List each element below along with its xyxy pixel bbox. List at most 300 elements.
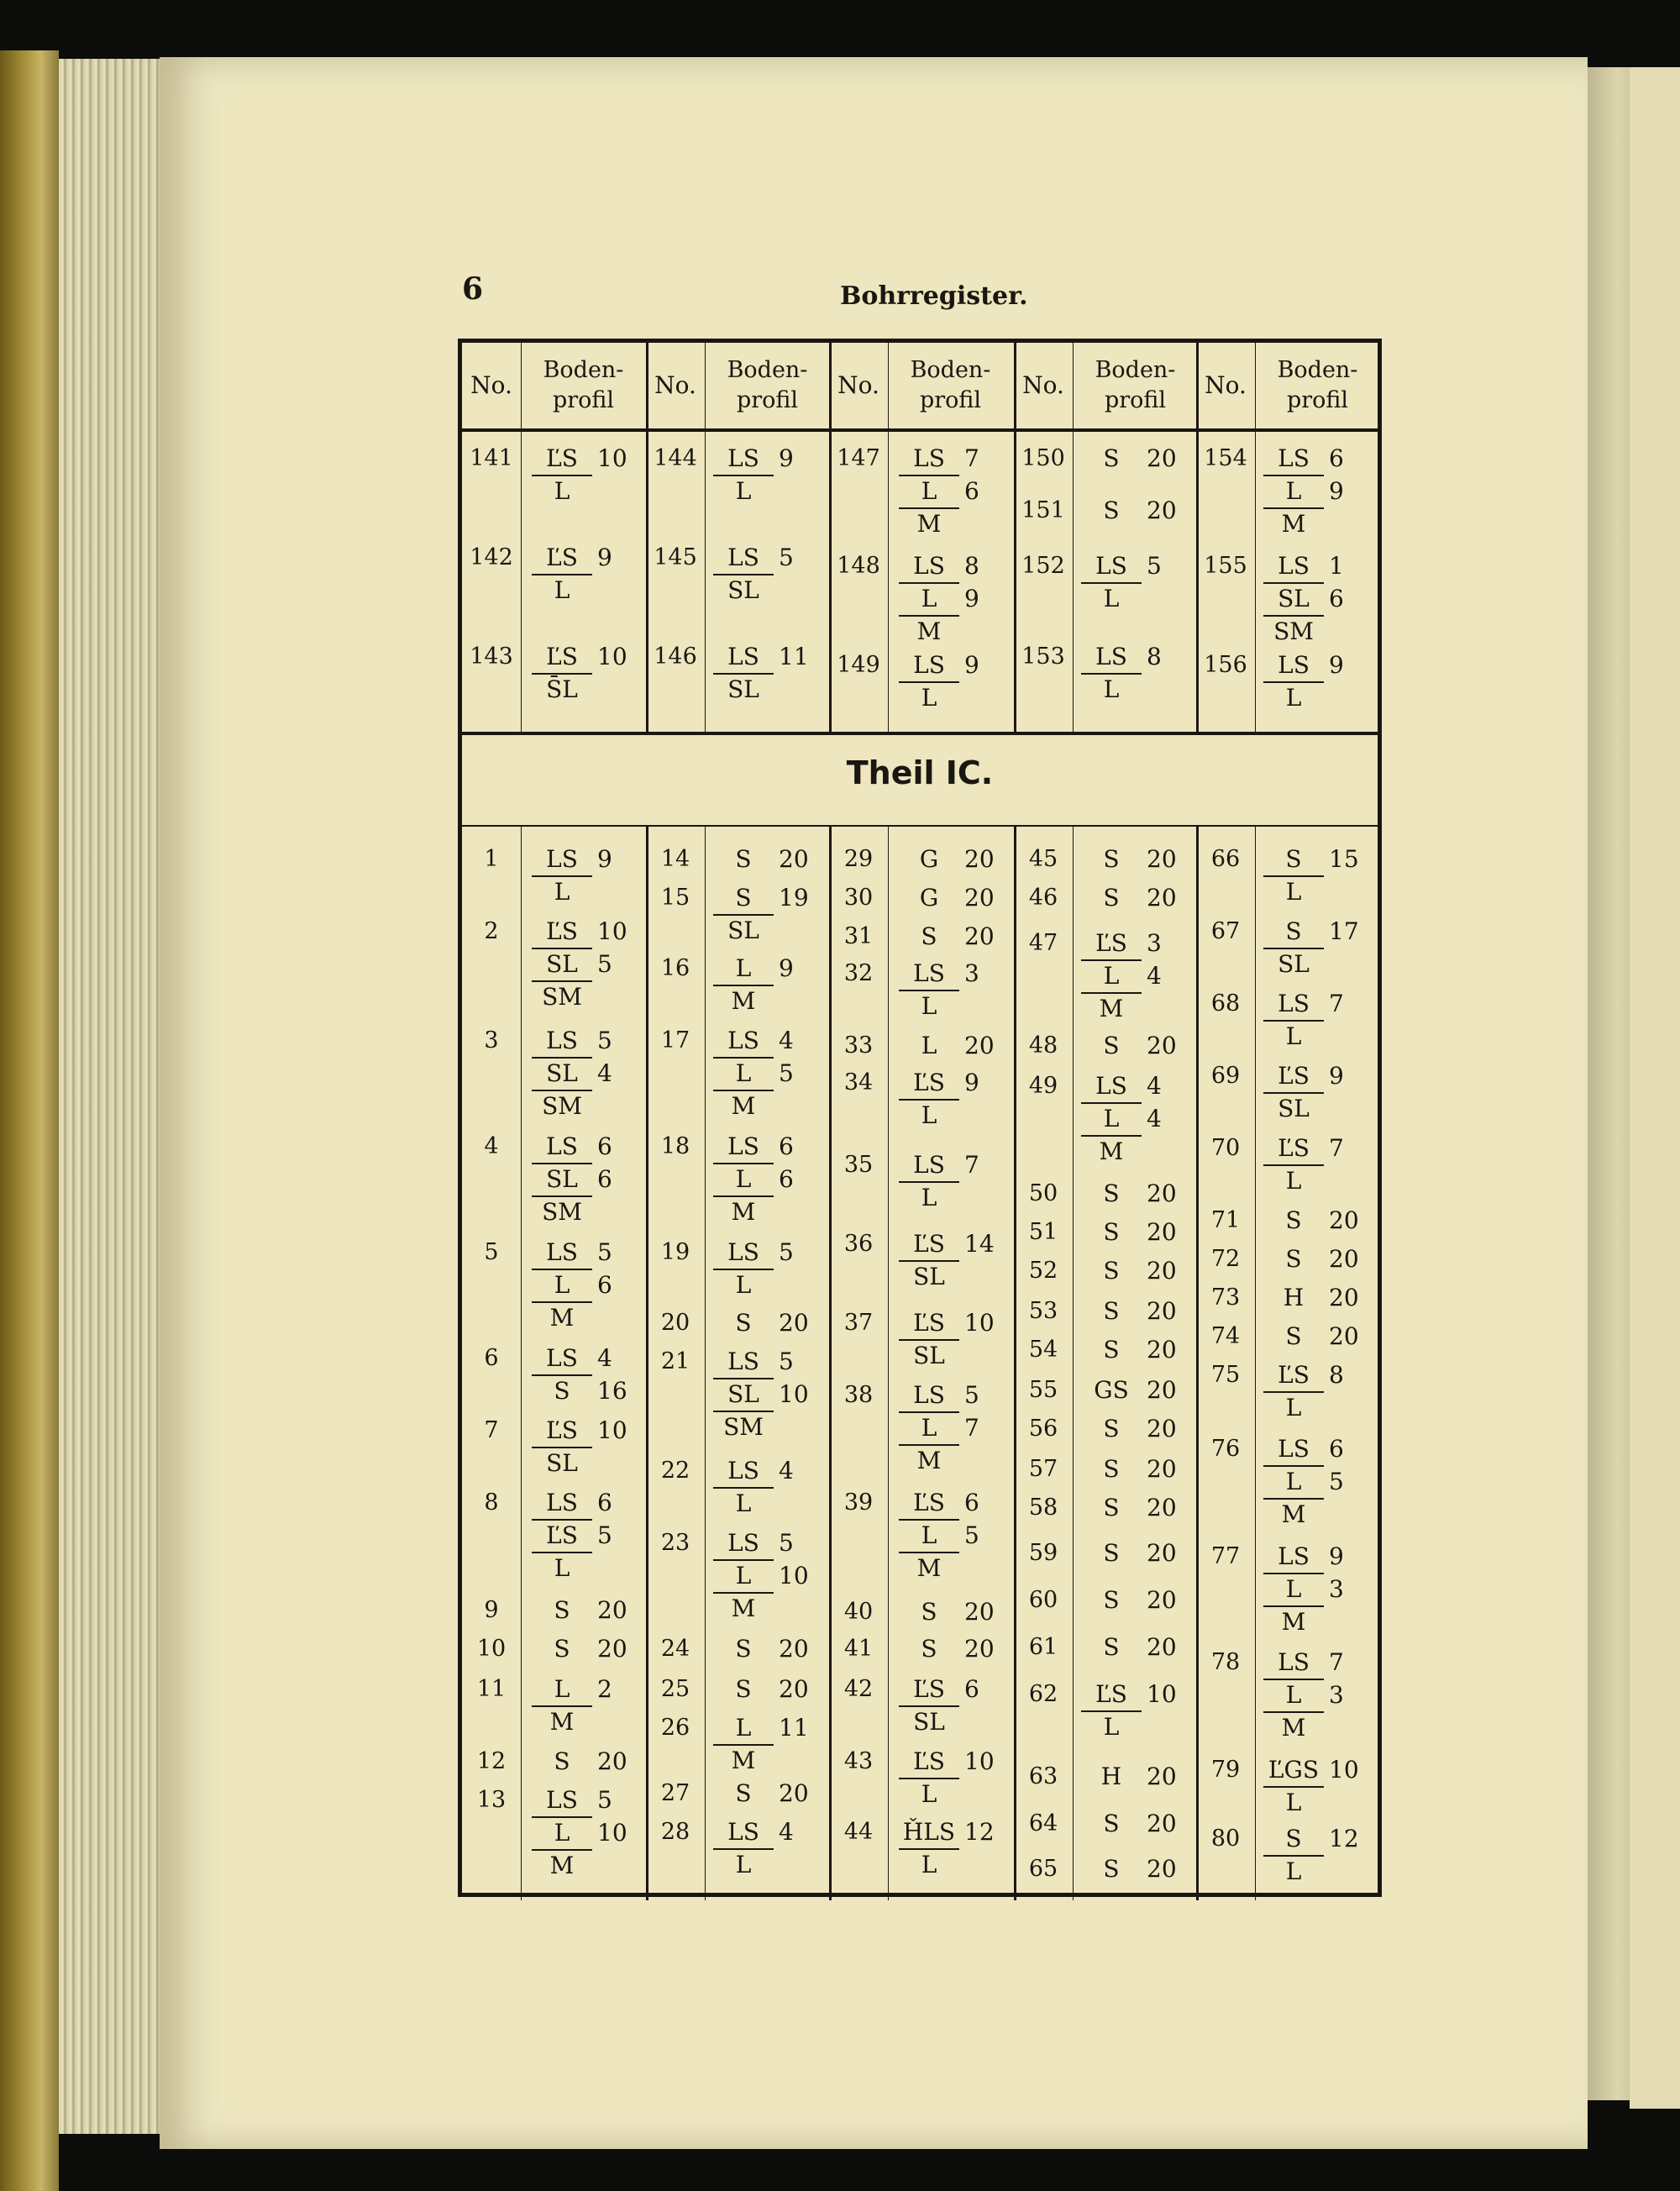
group-divider [829,825,832,1900]
profile-layer [713,1673,821,1705]
layer-depth: 6 [964,1675,979,1703]
profile-layer [899,442,1006,475]
soil-code: L [899,990,959,1021]
profile-layer [1081,549,1189,582]
boring-number: 24 [660,1636,690,1662]
profile-layer [532,1342,639,1374]
profile-layer [1263,915,1371,948]
boring-number: 36 [843,1231,874,1257]
profile-layer [713,1195,821,1228]
soil-code: LS [546,1238,578,1266]
boring-profile [713,640,821,706]
profile-layer [713,1130,821,1163]
soil-code: M [713,1195,774,1227]
profile-layer [1263,1092,1371,1125]
profile-layer [899,1411,1006,1444]
boring-profile [899,1673,1006,1738]
boring-profile [1263,649,1371,714]
soil-code: L [1263,1573,1324,1604]
boring-number: 8 [484,1490,499,1516]
soil-code: LS [727,1818,759,1846]
boring-profile [1263,1320,1371,1353]
profile-layer [899,843,1006,875]
boring-number: 148 [837,553,880,579]
layer-depth: 11 [779,643,809,670]
soil-code: L [1263,1020,1324,1051]
profile-layer [713,1487,821,1520]
boring-number: 35 [843,1152,874,1178]
boring-number: 16 [660,955,690,981]
profile-layer [1263,507,1371,540]
soil-code: S [1285,1206,1302,1234]
soil-code: L [899,582,959,613]
soil-code: LS [727,1027,759,1054]
layer-depth: 10 [1329,1756,1359,1784]
profile-layer [1263,1822,1371,1855]
soil-code: SL [532,1163,592,1194]
soil-code: LS [1095,552,1127,580]
soil-code: ĽS [913,1309,945,1337]
profile-layer [713,1559,821,1592]
boring-number: 13 [476,1787,507,1813]
boring-number: 142 [470,544,513,570]
boring-number: 154 [1204,445,1247,471]
soil-code: LS [913,552,945,580]
boring-number: 27 [660,1780,690,1806]
soil-code: L [899,681,959,712]
layer-depth: 9 [597,845,612,873]
boring-profile [532,1024,639,1122]
boring-profile [1263,1646,1371,1744]
soil-code: SL [899,1705,959,1737]
soil-code: SL [713,574,774,605]
profile-layer [713,1815,821,1848]
boring-profile [1081,1852,1189,1885]
layer-depth: 20 [779,1675,809,1703]
boring-number: 21 [660,1348,690,1374]
boring-profile [1081,1584,1189,1616]
soil-code: LS [913,1381,945,1409]
profile-layer [532,1090,639,1122]
soil-code: G [919,884,939,912]
boring-profile [532,1745,639,1778]
boring-profile [899,1148,1006,1214]
profile-layer [532,980,639,1013]
layer-depth: 10 [964,1309,995,1337]
layer-depth: 6 [597,1132,612,1160]
layer-depth: 6 [964,477,979,505]
profile-layer [713,574,821,607]
profile-layer [1263,1786,1371,1819]
boring-number: 58 [1028,1495,1058,1521]
boring-profile [1081,1333,1189,1366]
boring-profile [1081,1295,1189,1327]
soil-code: ĽS [546,444,578,472]
boring-profile [713,1345,821,1443]
boring-number: 40 [843,1599,874,1625]
boring-number: 9 [484,1597,499,1623]
profile-layer [899,615,1006,648]
profile-layer [1081,640,1189,673]
boring-number: 78 [1210,1649,1241,1675]
soil-code: SL [899,1260,959,1291]
soil-code: SL [1263,582,1324,613]
page-edges [59,59,168,2134]
boring-profile [899,920,1006,953]
boring-number: 41 [843,1636,874,1662]
soil-code: S [554,1635,570,1663]
boring-number: 77 [1210,1543,1241,1569]
profile-layer [1263,1573,1371,1605]
layer-depth: 9 [1329,1542,1344,1570]
layer-depth: 1 [1329,552,1344,580]
layer-depth: 4 [597,1344,612,1372]
boring-profile [713,1526,821,1625]
soil-code: S [1285,1322,1302,1350]
layer-depth: 9 [1329,651,1344,679]
boring-profile [1263,1753,1371,1819]
profile-layer [532,640,639,673]
boring-number: 52 [1028,1258,1058,1284]
soil-code: LS [913,959,945,987]
layer-depth: 5 [779,1348,794,1375]
boring-profile [713,541,821,607]
profile-layer [1263,442,1371,475]
boring-profile [713,442,821,507]
layer-depth: 16 [597,1377,627,1405]
boring-number: 6 [484,1345,499,1371]
profile-layer [1081,881,1189,914]
soil-code: S [1103,497,1120,524]
header-boden: Boden- [543,356,624,383]
boring-number: 57 [1028,1456,1058,1482]
profile-layer [713,1848,821,1881]
profile-layer [899,681,1006,714]
boring-profile [1263,442,1371,540]
boring-profile [899,1227,1006,1293]
soil-code: L [554,1675,570,1703]
soil-code: L [1081,673,1142,704]
header-no [646,343,705,428]
header-no-label: No. [1205,371,1247,400]
layer-depth: 20 [1147,444,1177,472]
soil-code: M [1263,1498,1324,1529]
boring-profile [1081,640,1189,706]
boring-profile [1081,1029,1189,1062]
soil-code: SM [713,1411,774,1442]
boring-number: 73 [1210,1285,1241,1311]
soil-code: S [1103,1586,1120,1614]
soil-code: M [1081,992,1142,1023]
boring-profile [899,1486,1006,1584]
boring-number: 74 [1210,1323,1241,1349]
profile-layer [899,1486,1006,1519]
soil-code: S [1103,1633,1120,1661]
profile-layer [899,1848,1006,1881]
profile-layer [899,1815,1006,1848]
layer-depth: 5 [779,1529,794,1557]
profile-layer [1081,1678,1189,1710]
soil-code: L [532,574,592,605]
layer-depth: 7 [964,1414,979,1442]
layer-depth: 20 [1147,1376,1177,1404]
profile-layer [899,990,1006,1022]
profile-layer [532,1486,639,1519]
boring-profile [713,1673,821,1705]
boring-profile [713,881,821,947]
soil-code: M [899,507,959,539]
boring-number: 39 [843,1490,874,1516]
soil-code: L [1263,875,1324,906]
profile-layer [899,1705,1006,1738]
soil-code: ĽS [546,544,578,571]
boring-profile [899,843,1006,875]
profile-layer [899,1339,1006,1372]
layer-depth: 4 [779,1457,794,1484]
layer-depth: 20 [964,1635,995,1663]
boring-profile [532,640,639,706]
boring-profile [899,1632,1006,1665]
soil-code: L [713,1163,774,1194]
boring-number: 147 [837,445,880,471]
boring-number: 20 [660,1310,690,1336]
layer-depth: 20 [597,1596,627,1624]
soil-code: S [1103,1336,1120,1363]
profile-layer [1263,681,1371,714]
profile-layer [1263,1498,1371,1531]
profile-layer [713,1236,821,1269]
soil-code: S [1103,444,1120,472]
header-no [462,343,521,428]
boring-number: 51 [1028,1219,1058,1245]
boring-profile [1263,1132,1371,1197]
profile-layer [532,1673,639,1705]
profile-layer [532,1057,639,1090]
profile-layer [899,1260,1006,1293]
boring-profile [713,1711,821,1777]
boring-profile [1081,1254,1189,1287]
boring-number: 37 [843,1310,874,1336]
header-profil: profil [1104,387,1167,413]
header-no-label: No. [837,371,879,400]
header-profil: profil [736,387,799,413]
profile-layer [899,1306,1006,1339]
profile-layer [1081,1584,1189,1616]
soil-code: S [1103,1257,1120,1285]
profile-layer [899,475,1006,507]
layer-depth: 9 [1329,1062,1344,1090]
soil-code: L [1263,1391,1324,1422]
soil-code: LS [727,1457,759,1484]
boring-number: 22 [660,1458,690,1484]
layer-depth: 4 [1147,1105,1162,1132]
layer-depth: 3 [1147,929,1162,957]
profile-layer [713,1777,821,1810]
layer-depth: 10 [1147,1680,1177,1708]
soil-code: M [713,1744,774,1775]
boring-profile [899,881,1006,914]
profile-layer [532,1705,639,1738]
boring-number: 141 [470,445,513,471]
soil-code: L [713,475,774,506]
boring-number: 31 [843,923,874,949]
soil-code: L [1263,681,1324,712]
layer-depth: 20 [779,1779,809,1807]
boring-profile [532,1342,639,1407]
soil-code: M [713,1090,774,1121]
layer-depth: 20 [1147,1257,1177,1285]
profile-layer [713,673,821,706]
profile-layer [1081,1374,1189,1406]
soil-code: LS [546,1027,578,1054]
boring-profile [1263,843,1371,908]
facing-page [1630,67,1680,2109]
profile-layer [1081,927,1189,959]
profile-layer [1081,1631,1189,1663]
soil-code: L [713,1057,774,1088]
layer-depth: 5 [597,1238,612,1266]
layer-depth: 10 [597,1819,627,1847]
soil-code: ĽS [913,1489,945,1516]
layer-depth: 5 [964,1381,979,1409]
header-no-label: No. [1022,371,1064,400]
boring-number: 144 [654,445,697,471]
profile-layer [532,442,639,475]
boring-number: 54 [1028,1337,1058,1363]
boring-profile [713,1306,821,1339]
column-divider [888,825,889,1900]
profile-layer [899,507,1006,540]
layer-depth: 20 [964,845,995,873]
profile-layer [1263,1358,1371,1391]
boring-profile [1081,1807,1189,1840]
boring-number: 30 [843,885,874,911]
layer-depth: 10 [964,1747,995,1775]
header-no [829,343,888,428]
boring-profile [1263,1358,1371,1424]
profile-layer [1263,1540,1371,1573]
profile-layer [532,1130,639,1163]
layer-depth: 9 [1329,477,1344,505]
profile-layer [532,1374,639,1407]
layer-depth: 20 [1147,845,1177,873]
profile-layer [713,1057,821,1090]
profile-layer [713,1526,821,1559]
soil-code: L [532,1269,592,1300]
boring-number: 66 [1210,846,1241,872]
layer-depth: 10 [779,1562,809,1589]
layer-depth: 20 [964,922,995,950]
boring-number: 33 [843,1032,874,1059]
boring-number: 68 [1210,990,1241,1017]
column-divider [705,825,706,1900]
layer-depth: 8 [964,552,979,580]
profile-layer [532,1236,639,1269]
soil-code: LS [1278,1648,1310,1676]
profile-layer [713,1592,821,1625]
layer-depth: 3 [1329,1681,1344,1709]
boring-profile [1081,1537,1189,1569]
boring-profile [899,1029,1006,1062]
soil-code: ĽS [913,1747,945,1775]
profile-layer [713,881,821,914]
layer-depth: 7 [964,1151,979,1179]
soil-code: SL [713,914,774,945]
boring-number: 153 [1021,644,1065,670]
soil-code: SL [532,1447,592,1478]
profile-layer [532,1269,639,1301]
profile-layer [899,881,1006,914]
boring-profile [1081,1177,1189,1210]
soil-code: L [899,475,959,506]
layer-depth: 20 [964,1032,995,1059]
column-divider [1073,825,1074,1900]
header-boden: Boden- [910,356,991,383]
layer-depth: 6 [597,1271,612,1299]
boring-number: 49 [1028,1073,1058,1099]
profile-layer [1263,843,1371,875]
boring-number: 5 [484,1239,499,1265]
layer-depth: 20 [1329,1245,1359,1273]
profile-layer [1081,1177,1189,1210]
layer-depth: 5 [597,1027,612,1054]
soil-code: LS [727,544,759,571]
soil-code: SL [713,1378,774,1409]
boring-profile [899,549,1006,648]
header-no-label: No. [654,371,696,400]
profile-layer [1081,1216,1189,1248]
soil-code: LS [546,1344,578,1372]
boring-profile [899,649,1006,714]
boring-profile [1081,1374,1189,1406]
section-rule-bottom [462,825,1378,827]
profile-layer [899,957,1006,990]
soil-code: M [1263,1711,1324,1742]
soil-code: SL [532,948,592,979]
profile-layer [899,1227,1006,1260]
soil-code: L [532,475,592,506]
boring-number: 50 [1028,1180,1058,1206]
profile-layer [532,1447,639,1479]
soil-code: L [1081,1710,1142,1742]
soil-code: SM [532,1090,592,1121]
profile-layer [899,1519,1006,1552]
boring-profile [899,957,1006,1022]
profile-layer [899,1778,1006,1810]
soil-code: L [532,1552,592,1583]
boring-number: 18 [660,1133,690,1159]
soil-code: S [1103,1032,1120,1059]
group-divider [646,825,648,1900]
profile-layer [1081,1412,1189,1445]
boring-profile [1263,549,1371,648]
boring-number: 12 [476,1748,507,1774]
profile-layer [713,1632,821,1665]
layer-depth: 11 [779,1714,809,1742]
boring-profile [713,1815,821,1881]
profile-layer [1263,1432,1371,1465]
profile-layer [1263,1164,1371,1197]
boring-number: 145 [654,544,697,570]
profile-layer [1081,1254,1189,1287]
layer-depth: 20 [1329,1322,1359,1350]
profile-layer [1263,1059,1371,1092]
boring-number: 64 [1028,1810,1058,1836]
boring-profile [532,1130,639,1228]
header-bodenprofil [888,343,1013,428]
profile-layer [1081,1333,1189,1366]
soil-code: SL [899,1339,959,1370]
